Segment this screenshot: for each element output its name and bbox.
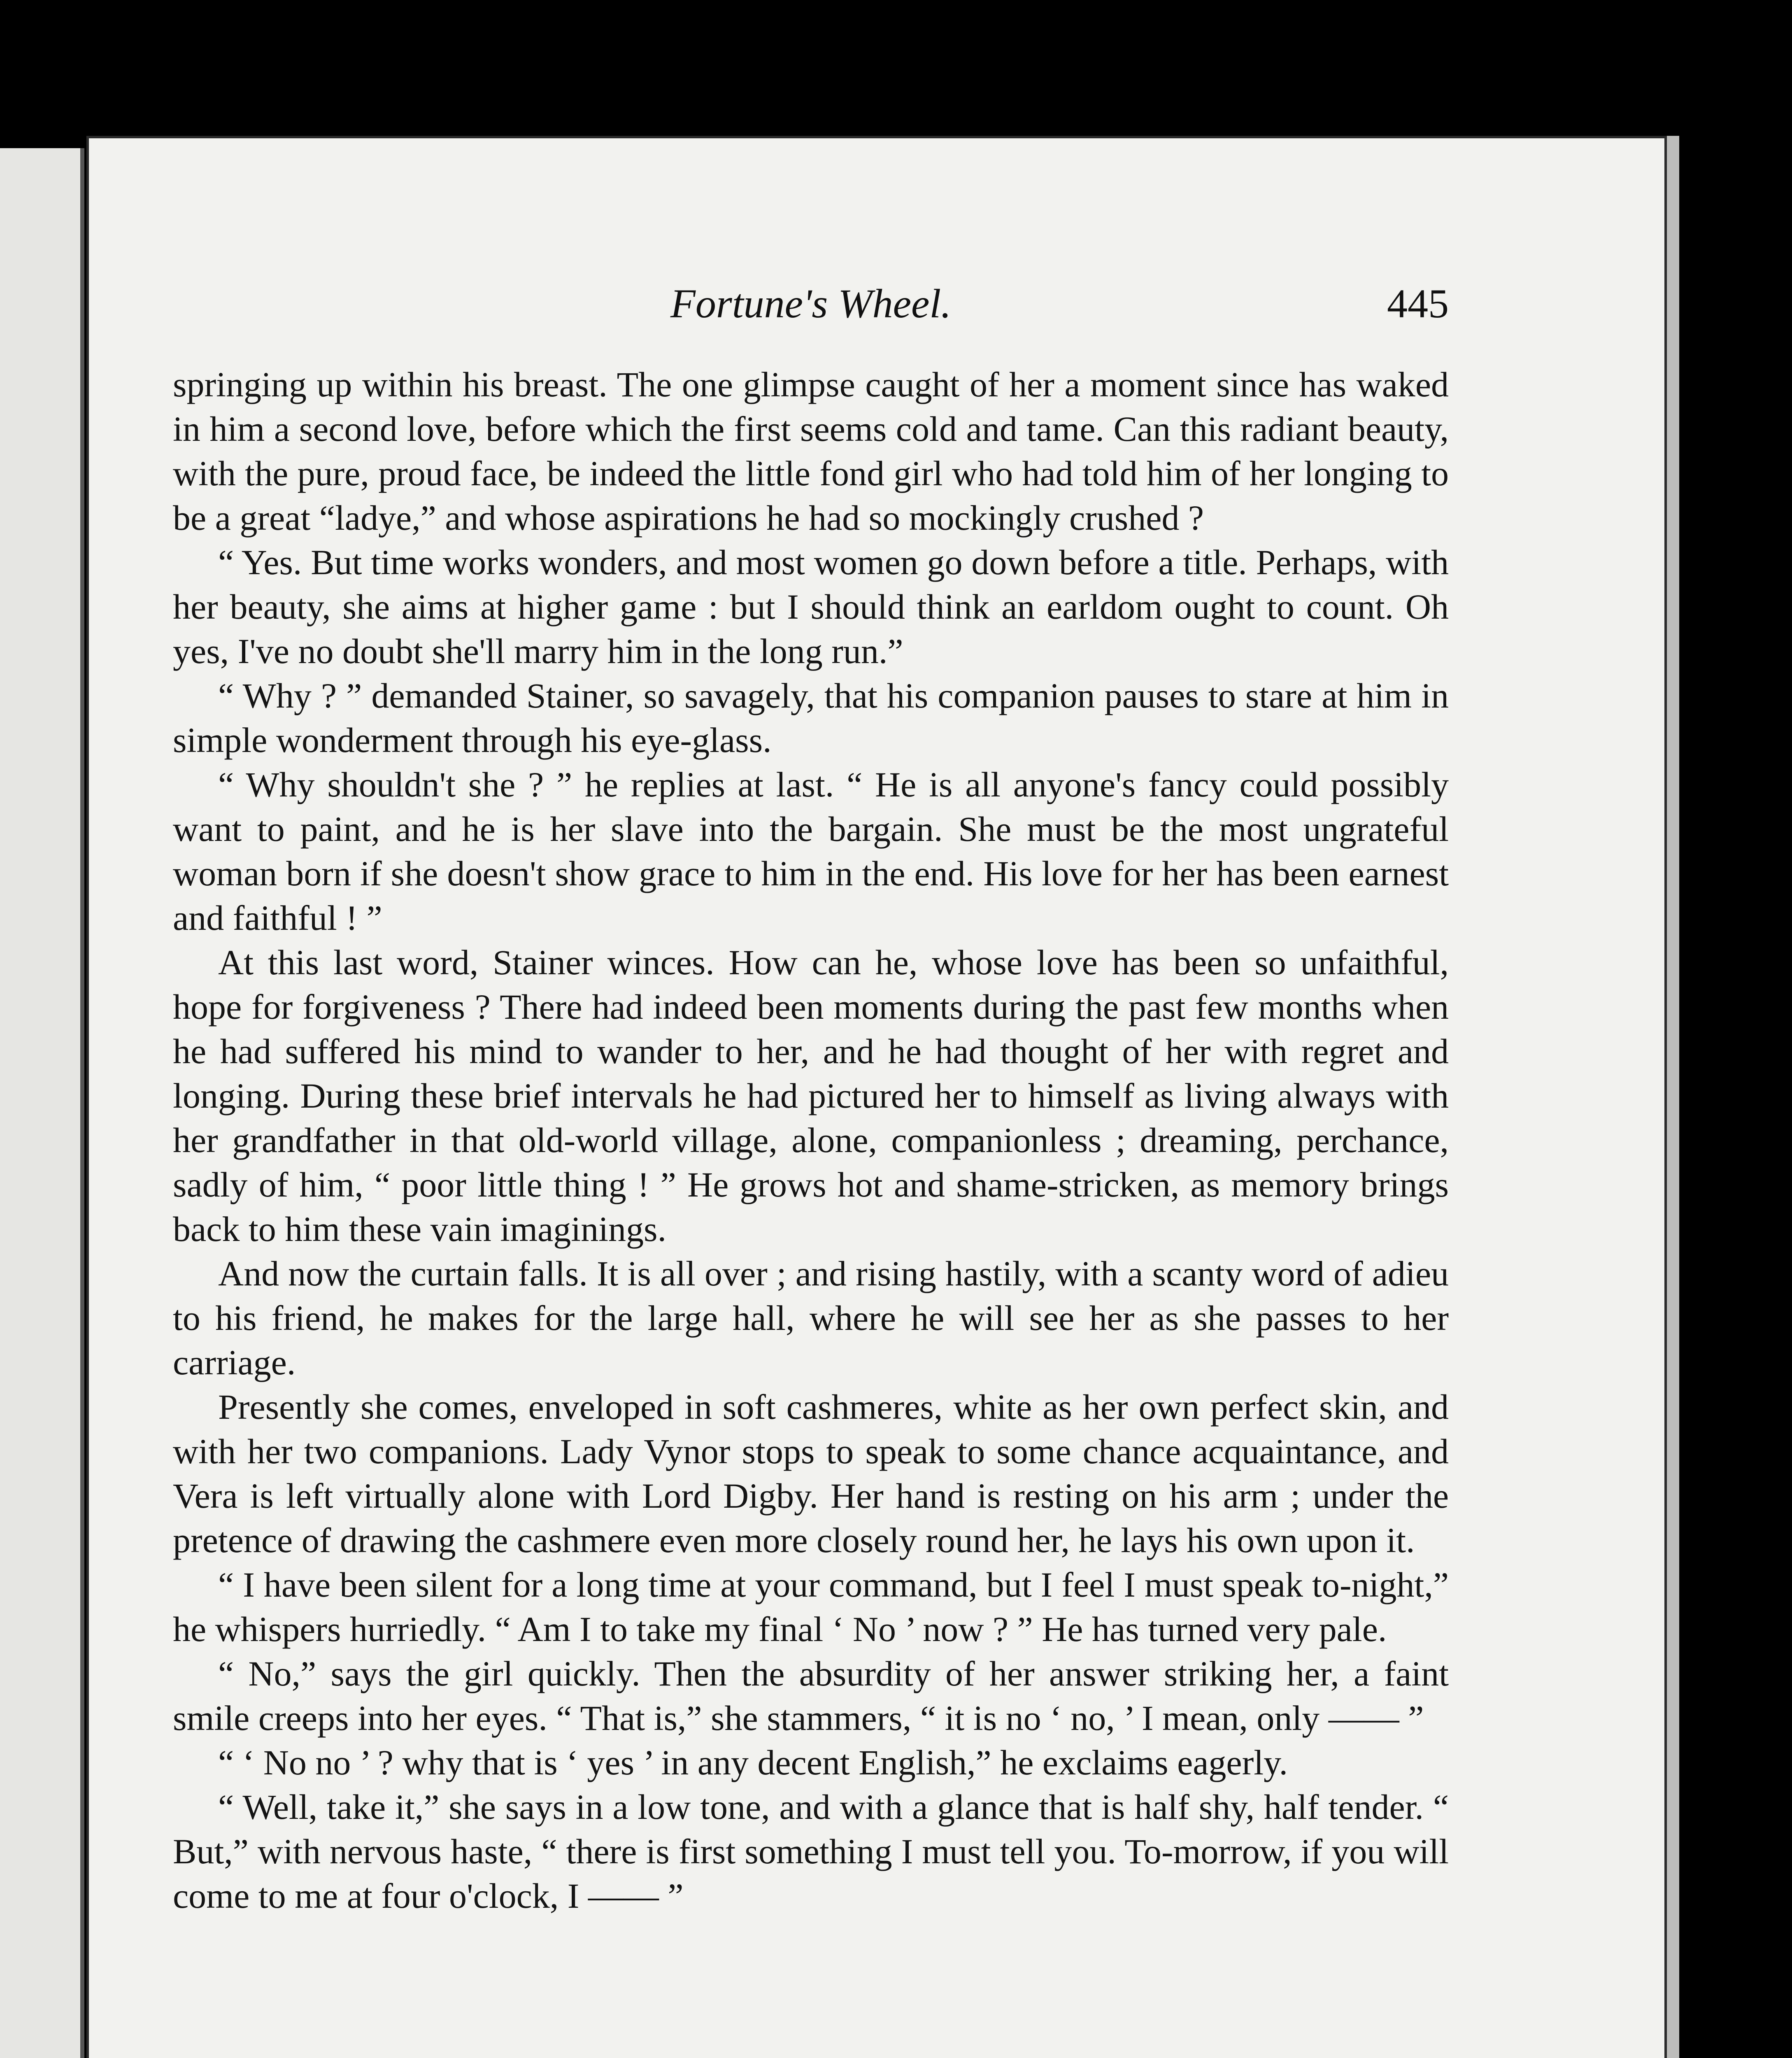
page-number: 445 bbox=[1387, 281, 1449, 326]
paragraph: “ Well, take it,” she says in a low tone, and with a glance that is half shy, half tender. “ But,” with nervous haste, “ there is first something I must tell you. To-morrow, if you will come to me at four o'clock, I —— ” bbox=[173, 1787, 1449, 1916]
paragraph: “ Why shouldn't she ? ” he replies at last. “ He is all anyone's fancy could possibly want to paint, and he is her slave into the bargain. She must be the most ungrateful woman born if she doesn't show grace to him in the end. His love for her has been earnest and faithful ! ” bbox=[173, 765, 1449, 938]
facing-page-edge bbox=[0, 148, 84, 2058]
paragraph: “ Yes. But time works wonders, and most women go down before a title. Perhaps, with her beauty, she aims at higher game : but I should think an earldom ought to count. Oh yes, I've no doubt she'll marry him in the long run.” bbox=[173, 542, 1449, 671]
paragraph: “ No,” says the girl quickly. Then the absurdity of her answer striking her, a faint smile creeps into her eyes. “ That is,” she stammers, “ it is no ‘ no, ’ I mean, only —— ” bbox=[173, 1654, 1449, 1738]
paragraph: “ ‘ No no ’ ? why that is ‘ yes ’ in any decent English,” he exclaims eagerly. bbox=[218, 1743, 1288, 1782]
paragraph: Presently she comes, enveloped in soft cashmeres, white as her own perfect skin, and with her two companions. Lady Vynor stops to speak to some chance acquaintance, and Vera is left virtually alone with Lord Digby. Her hand is resting on his arm ; under the pretence of drawing the cashmere even more closely round her, he lays his own upon it. bbox=[173, 1387, 1449, 1560]
paragraph: springing up within his breast. The one glimpse caught of her a moment since has waked in him a second love, before which the first seems cold and tame. Can this radiant beauty, with the pure, proud face, be indeed the little fond girl who had told him of her longing to be a great “ladye,” and whose aspirations he had so mockingly crushed ? bbox=[173, 365, 1449, 538]
running-title: Fortune's Wheel. bbox=[670, 281, 952, 326]
paragraph: “ Why ? ” demanded Stainer, so savagely, that his companion pauses to stare at him in simple wonderment through his eye-glass. bbox=[173, 676, 1449, 760]
paragraph: And now the curtain falls. It is all over ; and rising hastily, with a scanty word of adieu to his friend, he makes for the large hall, where he will see her as she passes to her carriage. bbox=[173, 1254, 1449, 1382]
paragraph: “ I have been silent for a long time at your command, but I feel I must speak to-night,” he whispers hurriedly. “ Am I to take my final ‘ No ’ now ? ” He has turned very pale. bbox=[173, 1565, 1449, 1649]
page-header bbox=[173, 280, 1449, 342]
paragraph: At this last word, Stainer winces. How can he, whose love has been so unfaithful, hope for forgiveness ? There had indeed been moments during the past few months when he had suffered his mind to wander to her, and he had thought of her with regret and longing. During these brief intervals he had pictured her to himself as living always with her grandfather in that old-world village, alone, companionless ; dreaming, perchance, sadly of him, “ poor little thing ! ” He grows hot and shame-stricken, as memory brings back to him these vain imaginings. bbox=[173, 943, 1449, 1249]
page-text bbox=[173, 362, 1449, 1918]
page-edge-shadow bbox=[1667, 136, 1679, 2058]
